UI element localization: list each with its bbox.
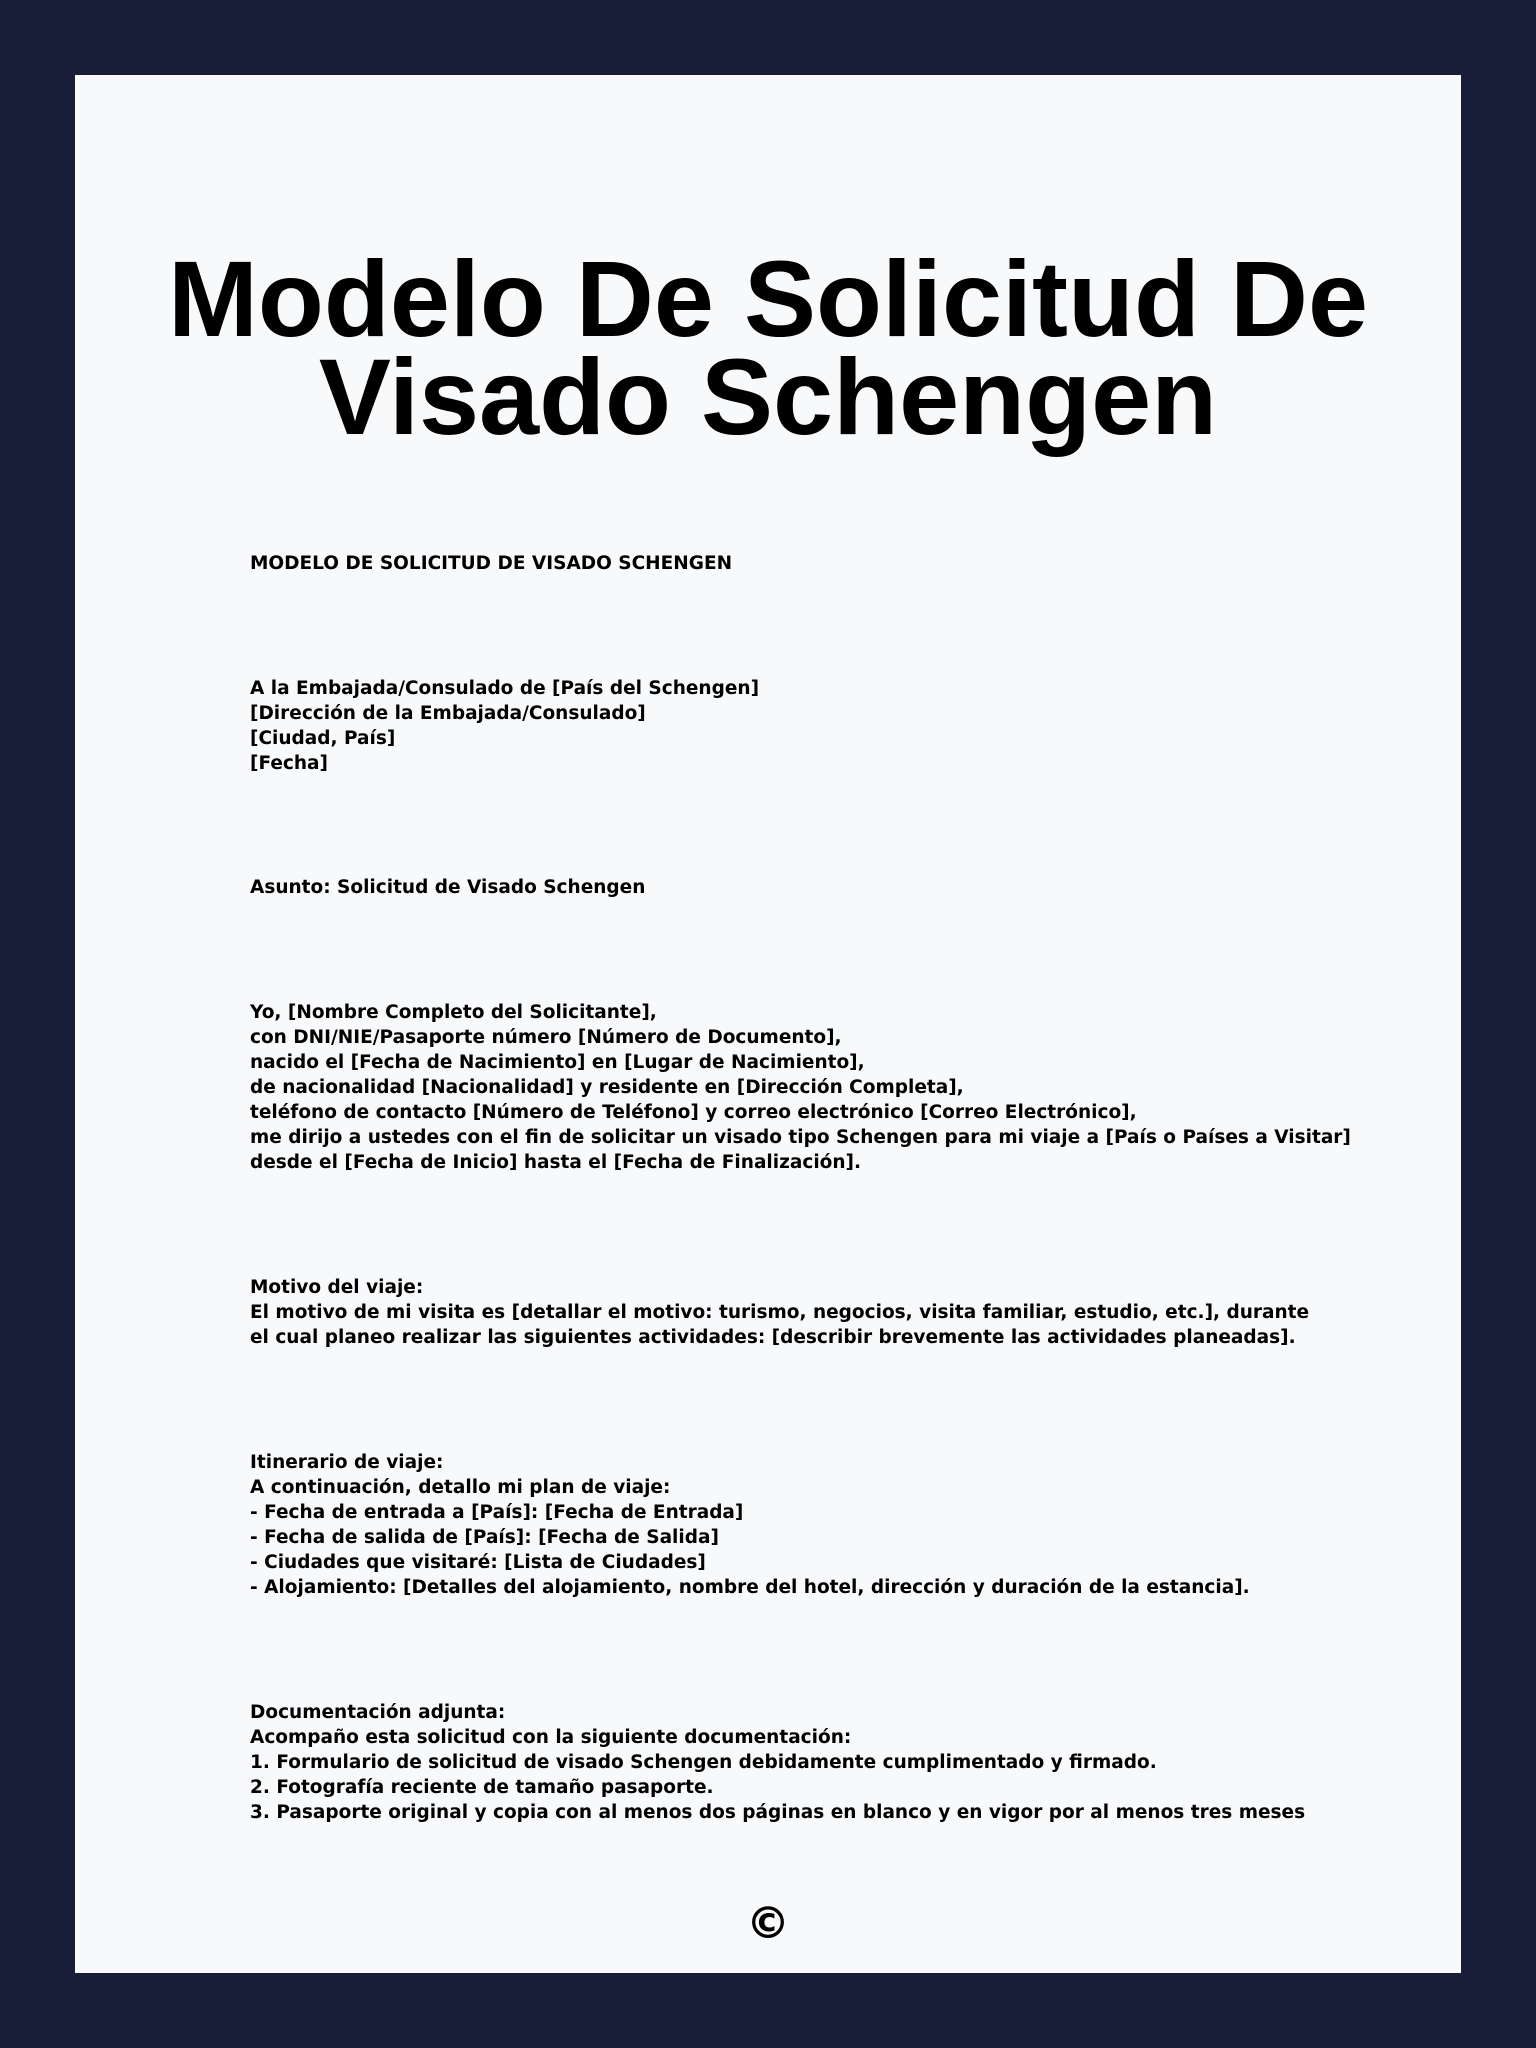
intro-line: teléfono de contacto [Número de Teléfono] y correo electrónico [Correo Electrónico], — [250, 1102, 1137, 1123]
documentacion-section — [250, 1700, 1330, 1825]
documentacion-line: 2. Fotografía reciente de tamaño pasaporte. — [250, 1777, 714, 1798]
addressee-line: [Dirección de la Embajada/Consulado] — [250, 703, 646, 724]
intro-line: Yo, [Nombre Completo del Solicitante], — [250, 1002, 657, 1023]
intro-line: me dirijo a ustedes con el fin de solicitar un visado tipo Schengen para mi viaje a [País o Países a Visitar] — [250, 1127, 1351, 1148]
itinerario-heading: Itinerario de viaje: — [250, 1452, 444, 1473]
subject-line — [250, 875, 1330, 900]
heading-line: MODELO DE SOLICITUD DE VISADO SCHENGEN — [250, 553, 733, 574]
itinerario-section — [250, 1450, 1330, 1600]
documentacion-line: 3. Pasaporte original y copia con al menos dos páginas en blanco y en vigor por al menos tres meses — [250, 1802, 1306, 1823]
addressee-line: [Fecha] — [250, 753, 328, 774]
addressee-block — [250, 676, 1330, 776]
intro-line: desde el [Fecha de Inicio] hasta el [Fecha de Finalización]. — [250, 1152, 862, 1173]
intro-line: de nacionalidad [Nacionalidad] y residente en [Dirección Completa], — [250, 1077, 964, 1098]
documentacion-line: Acompaño esta solicitud con la siguiente documentación: — [250, 1727, 852, 1748]
itinerario-line: - Ciudades que visitaré: [Lista de Ciudades] — [250, 1552, 706, 1573]
motivo-section — [250, 1275, 1330, 1350]
document-heading — [250, 551, 1330, 576]
itinerario-line: - Alojamiento: [Detalles del alojamiento, nombre del hotel, dirección y duración de la estancia]. — [250, 1577, 1250, 1598]
addressee-line: [Ciudad, País] — [250, 728, 396, 749]
copyright-icon: © — [746, 1898, 790, 1949]
subject-text: Asunto: Solicitud de Visado Schengen — [250, 877, 646, 898]
documentacion-line: 1. Formulario de solicitud de visado Schengen debidamente cumplimentado y firmado. — [250, 1752, 1157, 1773]
intro-line: con DNI/NIE/Pasaporte número [Número de Documento], — [250, 1027, 842, 1048]
itinerario-line: - Fecha de salida de [País]: [Fecha de Salida] — [250, 1527, 719, 1548]
motivo-text: El motivo de mi visita es [detallar el motivo: turismo, negocios, visita familiar, estudio, etc.], durante el cual planeo realizar las siguientes actividades: [describir brevemente las actividades planeadas]. — [250, 1302, 1310, 1348]
motivo-heading: Motivo del viaje: — [250, 1277, 424, 1298]
document-page — [75, 75, 1461, 1973]
intro-paragraph — [250, 1000, 1351, 1175]
intro-line: nacido el [Fecha de Nacimiento] en [Lugar de Nacimiento], — [250, 1052, 865, 1073]
document-title: Modelo De Solicitud De Visado Schengen — [167, 238, 1369, 457]
addressee-line: A la Embajada/Consulado de [País del Schengen] — [250, 678, 760, 699]
documentacion-heading: Documentación adjunta: — [250, 1702, 506, 1723]
itinerario-line: - Fecha de entrada a [País]: [Fecha de Entrada] — [250, 1502, 744, 1523]
itinerario-line: A continuación, detallo mi plan de viaje: — [250, 1477, 671, 1498]
